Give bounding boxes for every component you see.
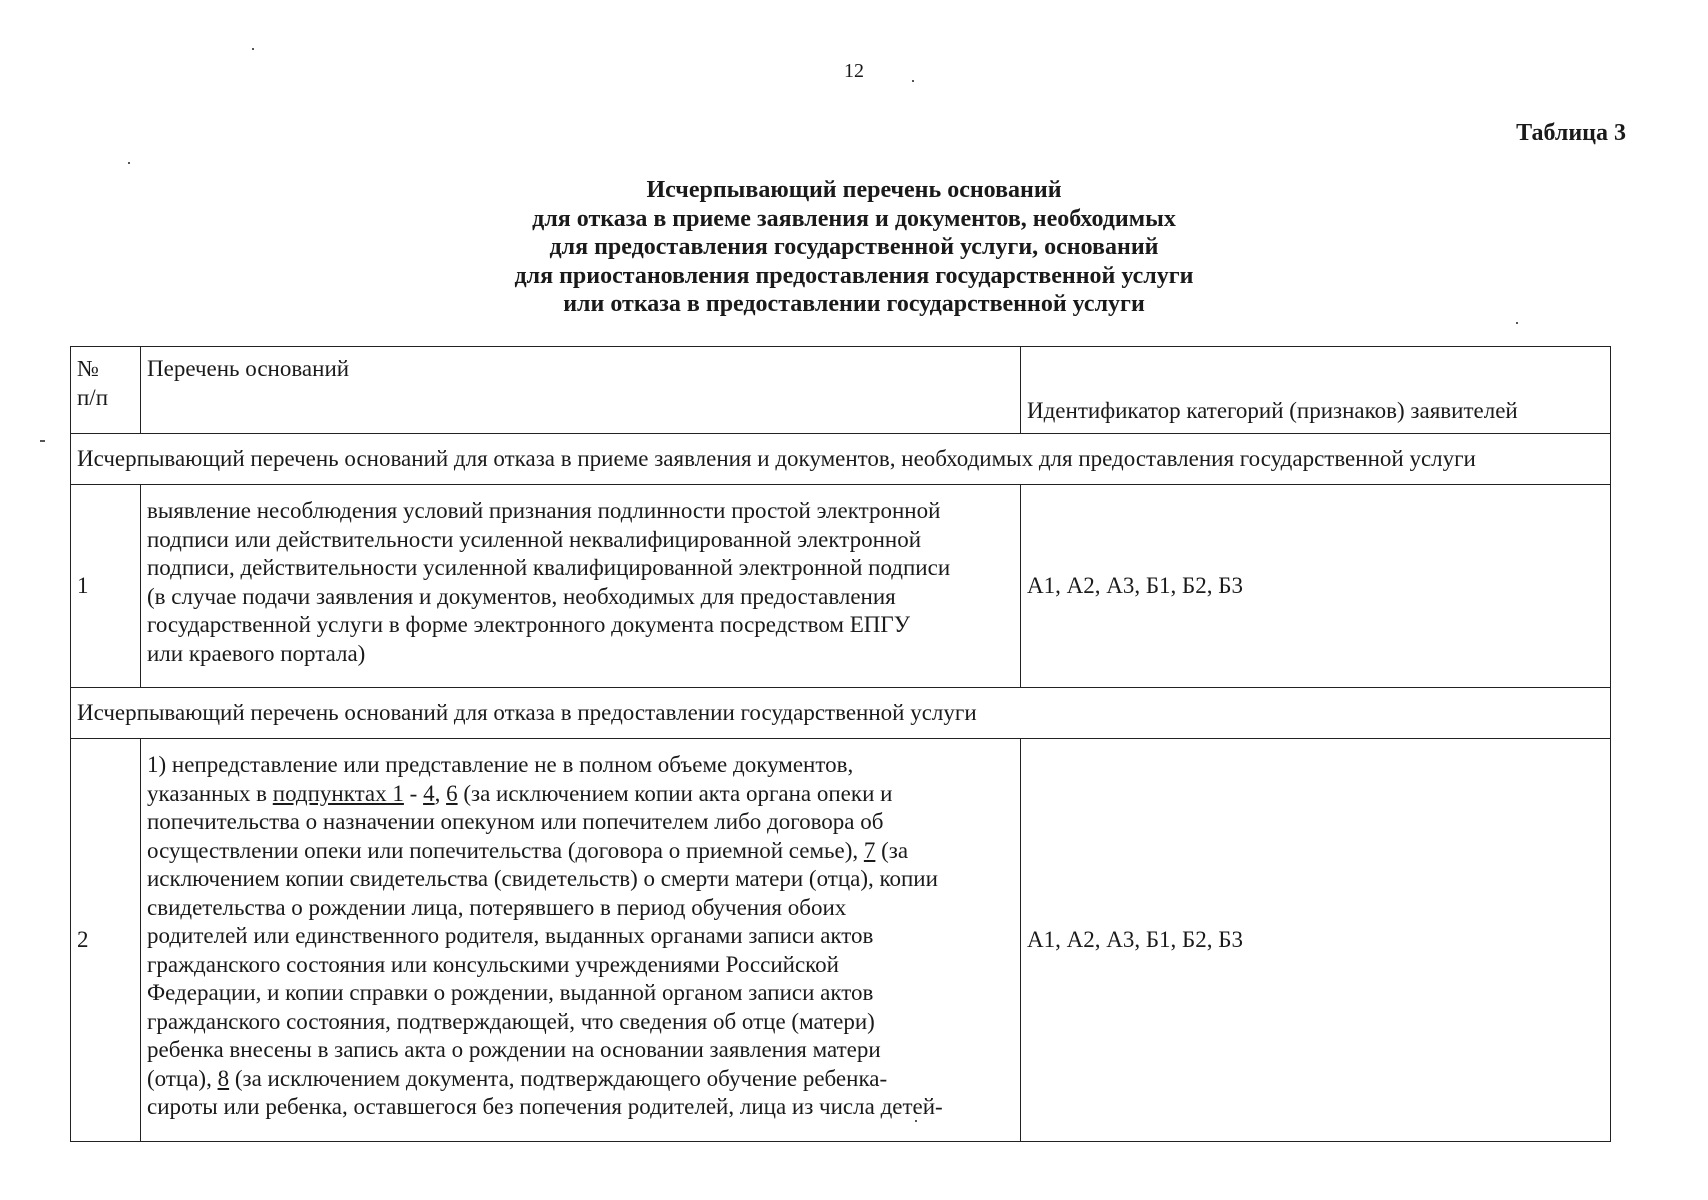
text-line: или краевого портала) bbox=[147, 640, 366, 666]
table-header-row bbox=[71, 347, 1611, 434]
scan-speck bbox=[915, 1120, 917, 1122]
text-line: гражданского состояния или консульскими учреждениями Российской bbox=[147, 951, 839, 977]
scan-speck bbox=[1516, 322, 1518, 324]
text-fragment: (за исключением документа, подтверждающего обучение ребенка- bbox=[229, 1065, 888, 1091]
text-fragment: осуществлении опеки или попечительства (договора о приемной семье), bbox=[147, 837, 864, 863]
row-number: 1 bbox=[71, 485, 141, 688]
text-line: гражданского состояния, подтверждающей, что сведения об отце (матери) bbox=[147, 1008, 875, 1034]
text-line: ребенка внесены в запись акта о рождении на основании заявления матери bbox=[147, 1037, 881, 1062]
subparagraph-link[interactable]: подпунктах 1 bbox=[272, 780, 404, 806]
text-line: сироты или ребенка, оставшегося без попечения родителей, лица из числа детей- bbox=[147, 1094, 943, 1119]
text-fragment: (отца), bbox=[147, 1065, 218, 1091]
header-num bbox=[71, 347, 141, 434]
subparagraph-link[interactable]: 8 bbox=[217, 1065, 230, 1091]
subparagraph-link[interactable]: 4 bbox=[423, 780, 435, 806]
row-number: 2 bbox=[71, 739, 141, 1142]
text-line: государственной услуги в форме электронного документа посредством ЕПГУ bbox=[147, 612, 910, 637]
header-num-abbrev: п/п bbox=[77, 384, 109, 410]
text-line: подписи или действительности усиленной неквалифицированной электронной bbox=[147, 526, 922, 552]
header-categories: Идентификатор категорий (признаков) заявителей bbox=[1021, 347, 1611, 434]
section-heading-refusal-acceptance: Исчерпывающий перечень оснований для отказа в приеме заявления и документов, необходимых для предоставления государственной услуги bbox=[71, 434, 1611, 485]
scan-speck bbox=[252, 48, 254, 50]
text-line: 1) непредставление или представление не в полном объеме документов, bbox=[147, 752, 854, 777]
row-categories: А1, А2, А3, Б1, Б2, Б3 bbox=[1021, 485, 1611, 688]
section-row bbox=[71, 688, 1611, 739]
table-row bbox=[71, 739, 1611, 1142]
subparagraph-link[interactable]: 7 bbox=[863, 837, 876, 863]
text-fragment: - bbox=[403, 780, 424, 806]
text-line: родителей или единственного родителя, выданных органами записи актов bbox=[147, 923, 874, 948]
text-line: выявление несоблюдения условий признания подлинности простой электронной bbox=[147, 498, 941, 523]
text-line: Федерации, и копии справки о рождении, выданной органом записи актов bbox=[147, 980, 874, 1005]
text-line: исключением копии свидетельства (свидетельств) о смерти матери (отца), копии bbox=[147, 866, 938, 891]
row-categories: А1, А2, А3, Б1, Б2, Б3 bbox=[1021, 739, 1611, 1142]
text-line bbox=[147, 837, 1014, 866]
row-grounds-text bbox=[141, 485, 1021, 688]
title-line: для предоставления государственной услуги, оснований bbox=[549, 234, 1159, 260]
document-title bbox=[0, 176, 1708, 319]
section-heading-refusal-service: Исчерпывающий перечень оснований для отказа в предоставлении государственной услуги bbox=[71, 688, 1611, 739]
header-grounds: Перечень оснований bbox=[141, 347, 1021, 434]
scan-speck bbox=[128, 162, 130, 164]
text-fragment: (за bbox=[875, 837, 909, 863]
title-line: для приостановления предоставления государственной услуги bbox=[514, 262, 1194, 289]
title-line: или отказа в предоставлении государственной услуги bbox=[563, 291, 1145, 317]
grounds-table bbox=[70, 346, 1611, 1142]
title-line: Исчерпывающий перечень оснований bbox=[646, 177, 1062, 203]
table-label: Таблица 3 bbox=[1516, 120, 1626, 146]
page-number: 12 bbox=[844, 60, 864, 82]
text-fragment: (за исключением копии акта органа опеки и bbox=[457, 780, 893, 806]
text-fragment: указанных в bbox=[147, 780, 273, 806]
text-line: попечительства о назначении опекуном или попечителем либо договора об bbox=[147, 809, 884, 834]
text-line: свидетельства о рождении лица, потерявшего в период обучения обоих bbox=[147, 894, 847, 920]
table-row bbox=[71, 485, 1611, 688]
text-line: подписи, действительности усиленной квалифицированной электронной подписи bbox=[147, 555, 951, 580]
section-row bbox=[71, 434, 1611, 485]
scan-speck bbox=[40, 440, 45, 442]
text-line: (в случае подачи заявления и документов, необходимых для предоставления bbox=[147, 583, 896, 609]
text-line bbox=[147, 780, 1014, 809]
row-grounds-text bbox=[141, 739, 1021, 1142]
text-fragment: , bbox=[434, 780, 447, 806]
header-num-symbol: № bbox=[77, 356, 99, 381]
title-line: для отказа в приеме заявления и документов, необходимых bbox=[532, 205, 1176, 232]
subparagraph-link[interactable]: 6 bbox=[446, 780, 458, 806]
scan-speck bbox=[912, 80, 914, 82]
text-line bbox=[147, 1065, 1014, 1094]
